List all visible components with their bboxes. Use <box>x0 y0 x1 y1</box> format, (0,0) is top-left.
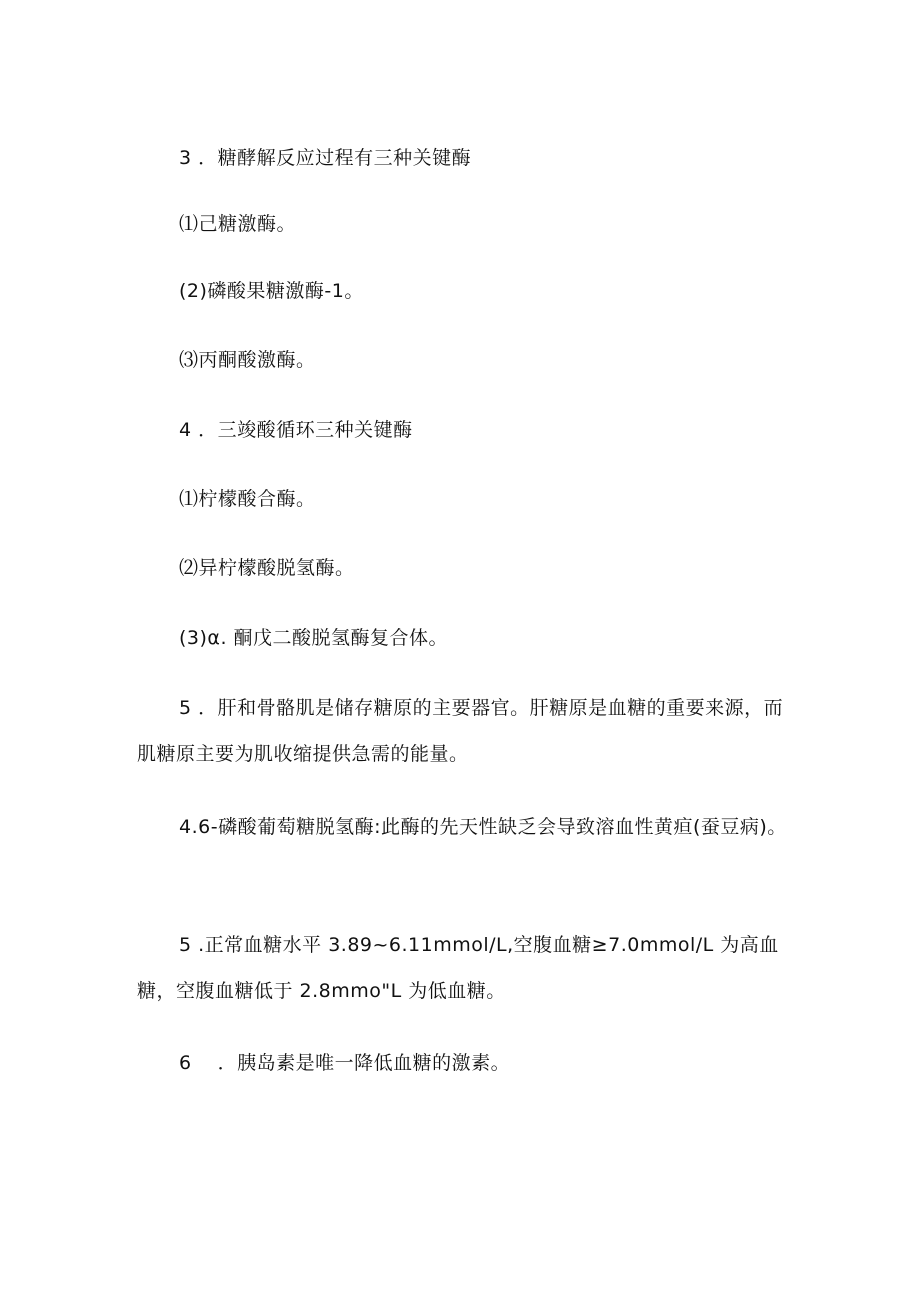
paragraph-g6pd: 4.6-磷酸葡萄糖脱氢酶:此酶的先天性缺乏会导致溶血性黄疸(蚕豆病)。 <box>179 816 787 838</box>
list-item-ketoglutarate-complex: (3)α. 酮戊二酸脱氢酶复合体。 <box>179 627 449 649</box>
list-item-pyruvate-kinase: ⑶丙酮酸激酶。 <box>179 349 316 371</box>
list-item-citrate-synthase: ⑴柠檬酸合酶。 <box>179 488 316 510</box>
paragraph-glycogen-storage: 5 ．肝和骨骼肌是储存糖原的主要器官。肝糖原是血糖的重要来源，而肌糖原主要为肌收缩提供急需的能量。 <box>137 697 784 765</box>
list-item-hexokinase: ⑴己糖激酶。 <box>179 213 297 235</box>
heading-glycolysis-enzymes: 3 ．糖酵解反应过程有三种关键酶 <box>179 147 472 169</box>
heading-tca-enzymes: 4 ．三竣酸循环三种关键酶 <box>179 419 413 441</box>
paragraph-blood-glucose: 5 .正常血糖水平 3.89~6.11mmol/L,空腹血糖≥7.0mmol/L 为高血糖，空腹血糖低于 2.8mmo"L 为低血糖。 <box>137 934 779 1002</box>
list-item-phosphofructokinase: (2)磷酸果糖激酶-1。 <box>179 280 364 302</box>
paragraph-insulin: 6 ．胰岛素是唯一降低血糖的激素。 <box>179 1052 511 1074</box>
list-item-isocitrate-dehydrogenase: ⑵异柠檬酸脱氢酶。 <box>179 557 355 579</box>
